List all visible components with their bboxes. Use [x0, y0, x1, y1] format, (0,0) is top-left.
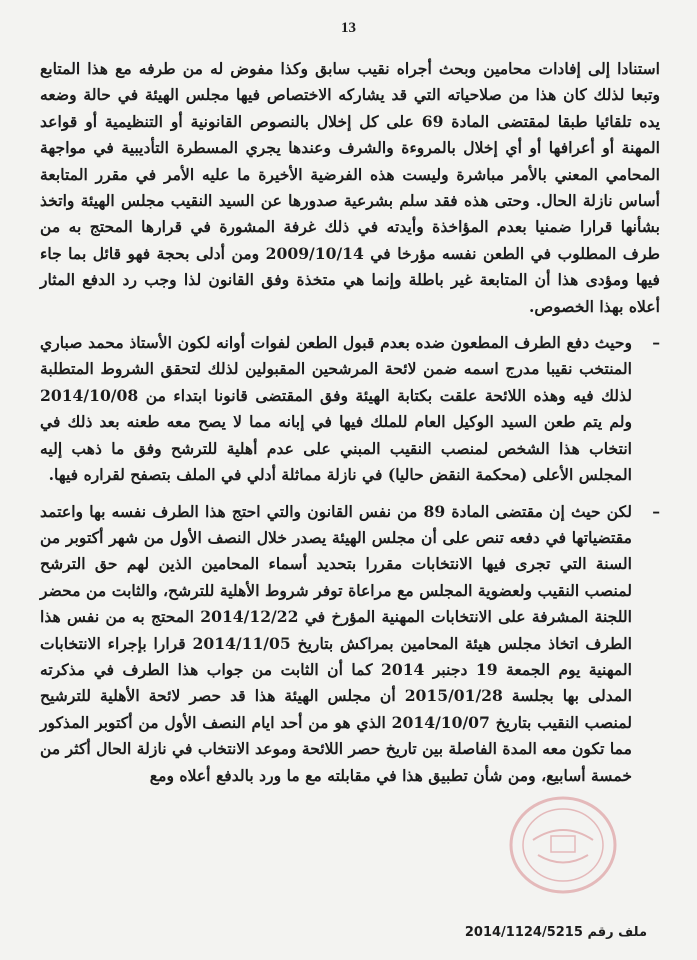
file-number-footer: [465, 925, 647, 940]
official-stamp-icon: [503, 790, 623, 900]
bullet-paragraph-3: [40, 499, 660, 789]
page-number: 13: [341, 20, 356, 36]
file-number-label: ملف رقم: [587, 925, 647, 940]
bullet-dash: –: [652, 501, 660, 521]
paragraph-1: استنادا إلى إفادات محامين وبحث أجراه نقيب سابق وكذا مفوض له من طرفه مع هذا المتابع وتبعا لذلك كان هذا من صلاحياته التي قد يشاركه الاختصاص فيها مجلس الهيئة في حالة وضعه يده تلقائيا طبقا لمقتضى المادة 69 على كل إخلال بالنصوص القانونية أو التنظيمية أو قواعد المهنة أو أعرافها أو أي إخلال بالمروءة والشرف وعندها يجري المسطرة التأديبية في مواجهة المحامي المعني بالأمر مباشرة وليست هذه الفرضية الأخيرة ما عليه الأمر في مقرر المتابعة أساس نازلة الحال. وحتى هذه فقد سلم بشرعية صدورها عن السيد النقيب مجلس الهيئة واتخذ بشأنها قرارا ضمنيا بعدم المؤاخذة وأيدته في ذلك غرفة المشورة في قرارها المحتج به من طرف المطلوب في الطعن نفسه مؤرخا في 2009/10/14 ومن أدلى بحجة فهو قائل بما جاء فيها ومؤدى هذا أن المتابعة غير باطلة وإنما هي متخذة وفق القانون لذا وجب رد الدفع المثار أعلاه بهذا الخصوص.: [40, 59, 660, 316]
paragraph-2-text: وحيث دفع الطرف المطعون ضده بعدم قبول الطعن لفوات أوانه لكون الأستاذ محمد صباري المنتخب نقيبا مدرج اسمه ضمن لائحة المرشحين المقبولين لذلك لتحقق الشروط المتطلبة لذلك فيه وهذه اللائحة علقت بكتابة الهيئة وفق المقتضى قانونا ابتداء من 2014/10/08 ولم يتم طعن السيد الوكيل العام للملك فيها في إبانه مما لا يصح معه طعنه بعد ذلك في انتخاب هذا الشخص لمنصب النقيب المبني على عدم أهلية للترشح وفق ما ذهب إليه المجلس الأعلى (محكمة النقض حاليا) في نازلة مماثلة أدلي في الملف بتصفح لقراره فيها.: [40, 333, 632, 485]
paragraph-3-text: لكن حيث إن مقتضى المادة 89 من نفس القانون والتي احتج هذا الطرف نفسه بها واعتمد مقتضياتها في دفعه تنص على أن مجلس الهيئة يصدر خلال النصف الأول من شهر أكتوبر من السنة التي تجرى فيها الانتخابات مقررا بتحديد أسماء المحامين الذين لهم حق الترشح لمنصب النقيب ولعضوية المجلس مع مراعاة توفر شروط الأهلية للترشح، والثابت من محضر اللجنة المشرفة على الانتخابات المهنية المؤرخ في 2014/12/22 المحتج به من نفس هذا الطرف اتخاذ مجلس هيئة المحامين بمراكش بتاريخ 2014/11/05 قرارا بإجراء الانتخابات المهنية يوم الجمعة 19 دجنبر 2014 كما أن الثابت من جواب هذا الطرف في مذكرته المدلى بها بجلسة 2015/01/28 أن مجلس الهيئة هذا قد حصر لائحة الأهلية للترشيح لمنصب النقيب بتاريخ 2014/10/07 الذي هو من أحد ايام النصف الأول من أكتوبر المذكور مما تكون معه المدة الفاصلة بين تاريخ حصر اللائحة وموعد الانتخاب في نازلة الحال أكثر من خمسة أسابيع، ومن شأن تطبيق هذا في مقابلته مع ما ورد بالدفع أعلاه ومع: [40, 501, 632, 785]
bullet-paragraph-2: [40, 330, 660, 488]
file-number-value: 2014/1124/5215: [464, 925, 583, 940]
bullet-dash: –: [652, 333, 660, 353]
document-body: [40, 56, 660, 799]
